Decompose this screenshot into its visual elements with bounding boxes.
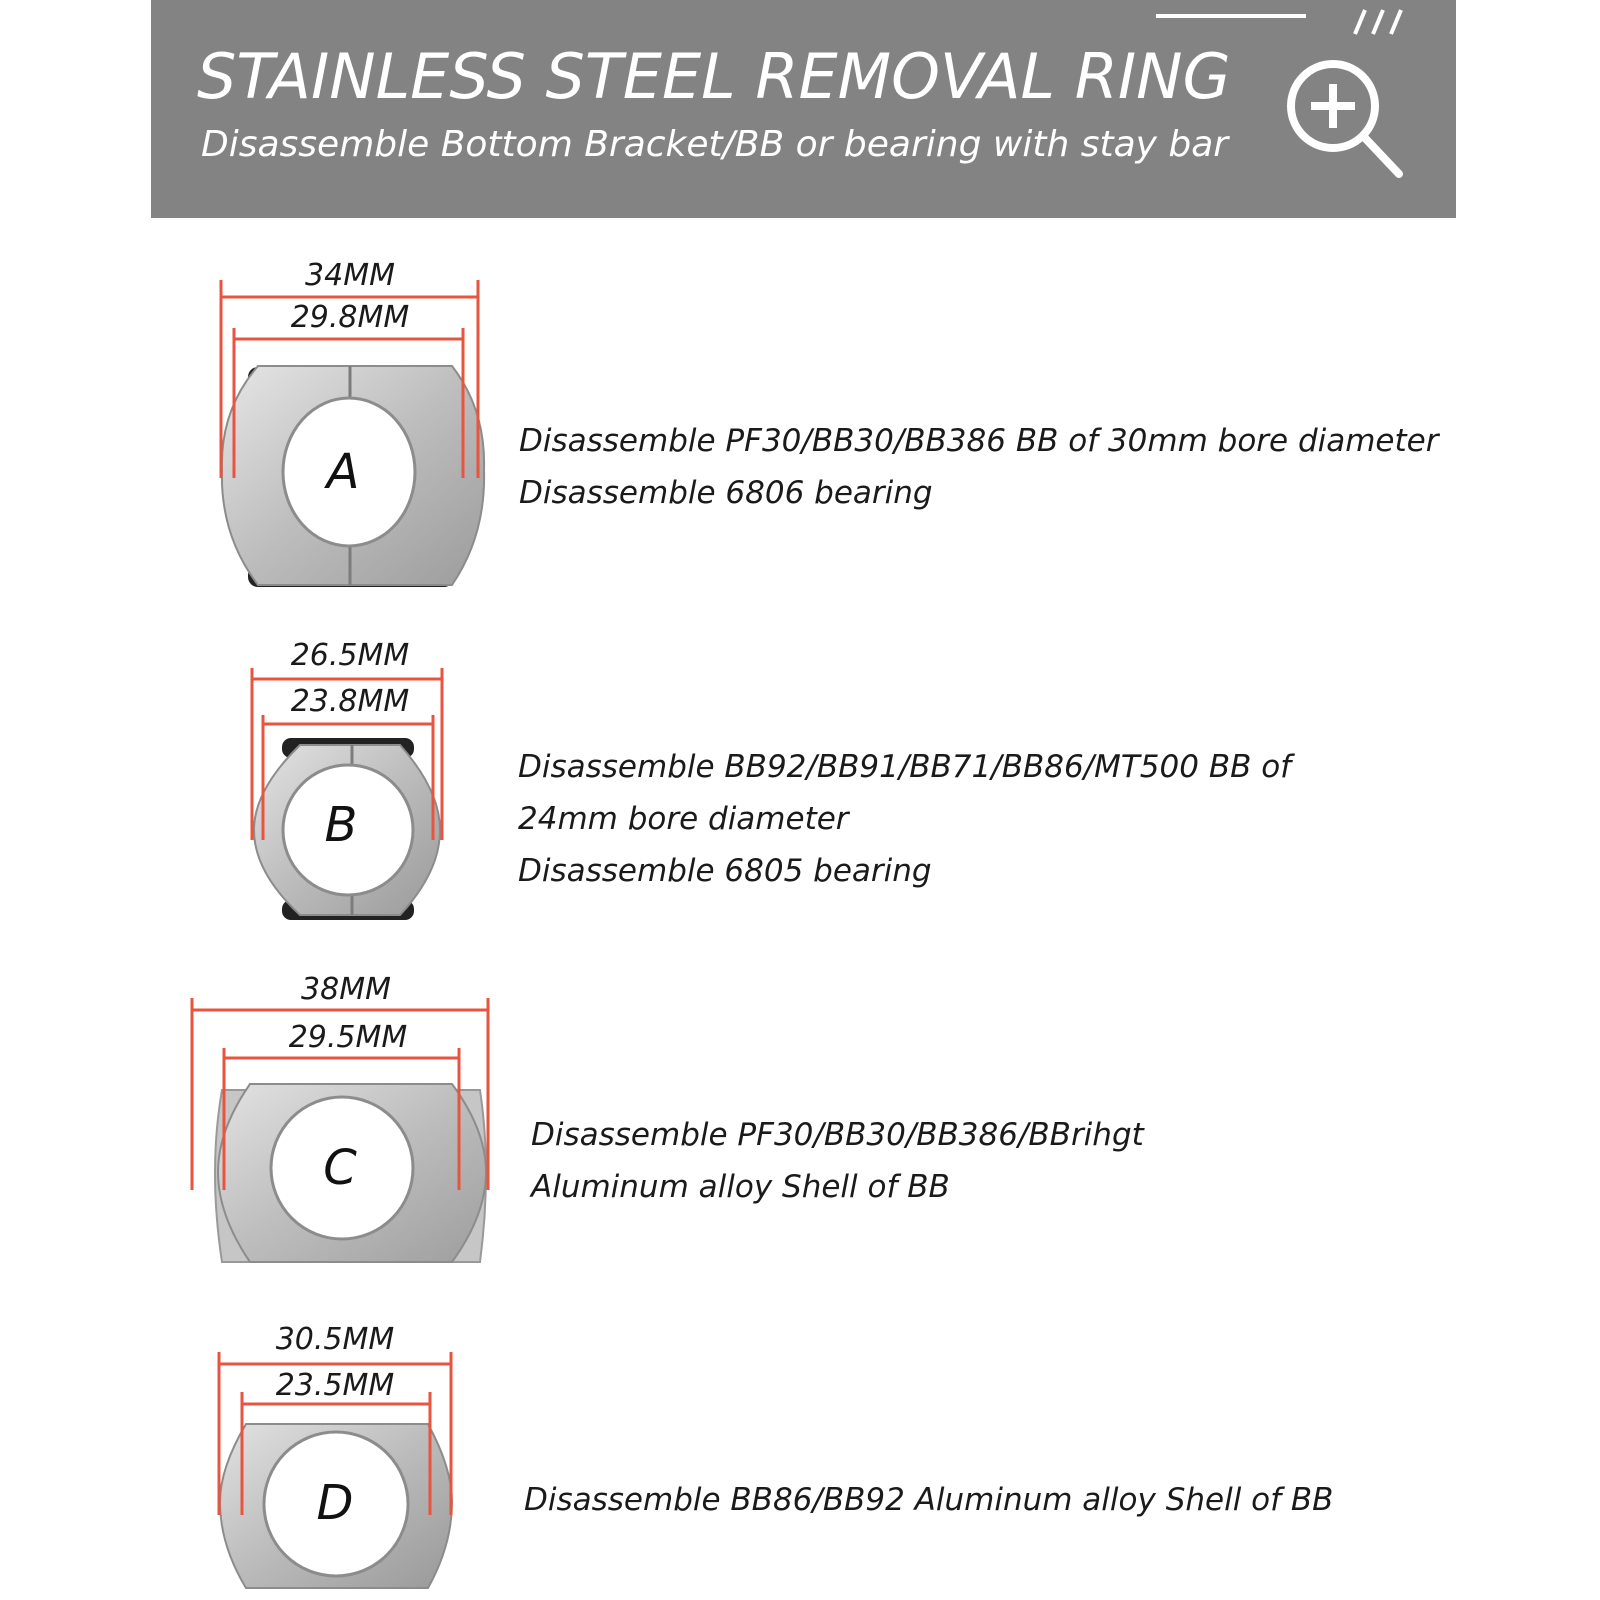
ring-c-letter: C [323, 1140, 357, 1196]
ring-d-description [524, 1474, 1333, 1526]
ring-d-outer-dimension: 30.5MM [275, 1322, 395, 1357]
ring-a-inner-dimension: 29.8MM [290, 300, 410, 335]
ring-b-description-line-1: Disassemble BB92/BB91/BB71/BB86/MT500 BB of [518, 749, 1292, 785]
ring-a-description-line-2: Disassemble 6806 bearing [519, 475, 933, 511]
ring-d-inner-dimension: 23.5MM [275, 1368, 395, 1403]
ring-d-description-line-1: Disassemble BB86/BB92 Aluminum alloy Shell of BB [524, 1482, 1334, 1518]
ring-b-description-line-3: Disassemble 6805 bearing [518, 853, 932, 889]
ring-d-letter: D [316, 1475, 354, 1531]
ring-a-letter: A [326, 444, 360, 500]
ring-c-inner-dimension: 29.5MM [288, 1020, 408, 1055]
ring-b-outer-dimension: 26.5MM [290, 638, 410, 673]
ring-b-letter: B [324, 797, 358, 853]
ring-a-outer-dimension: 34MM [305, 258, 395, 293]
page-subtitle: Disassemble Bottom Bracket/BB or bearing with stay bar [201, 124, 1229, 165]
ring-b-inner-dimension: 23.8MM [290, 684, 410, 719]
ring-c-outer-dimension: 38MM [301, 972, 391, 1007]
ring-c-description-line-1: Disassemble PF30/BB30/BB386/BBrihgt [531, 1117, 1144, 1153]
ring-a-description-line-1: Disassemble PF30/BB30/BB386 BB of 30mm bore diameter [519, 423, 1439, 459]
ring-c-description-line-2: Aluminum alloy Shell of BB [531, 1169, 950, 1205]
ring-b-description-line-2: 24mm bore diameter [518, 801, 849, 837]
page-title: STAINLESS STEEL REMOVAL RING [197, 40, 1231, 113]
